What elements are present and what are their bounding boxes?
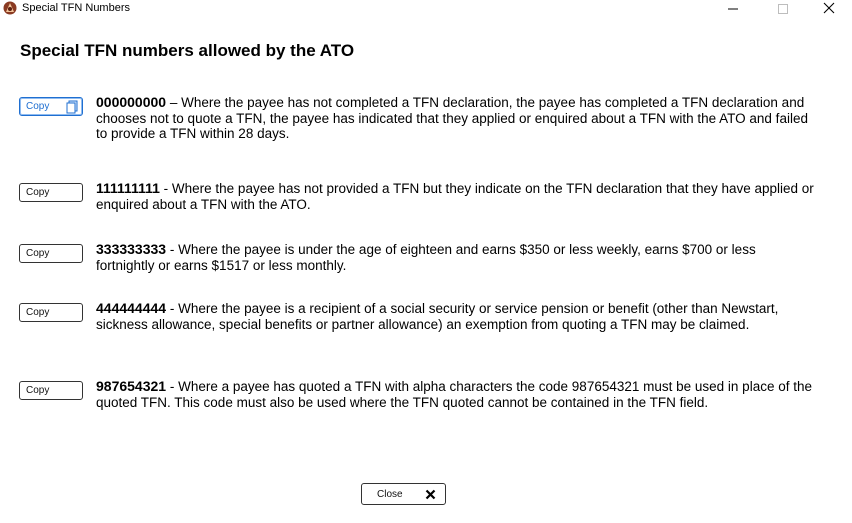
tfn-code: 444444444 bbox=[96, 300, 167, 316]
window-close-button[interactable] bbox=[806, 0, 852, 17]
tfn-code: 987654321 bbox=[96, 378, 167, 394]
copy-button[interactable] bbox=[19, 244, 83, 263]
tfn-code: 000000000 bbox=[96, 94, 167, 110]
tfn-explanation: - Where the payee is under the age of eighteen and earns $350 or less weekly, earns $700 or less fortnightly or earns $1517 or less monthly. bbox=[96, 242, 756, 273]
tfn-code: 333333333 bbox=[96, 241, 167, 257]
close-icon bbox=[823, 2, 835, 14]
page-title: Special TFN numbers allowed by the ATO bbox=[20, 41, 355, 60]
tfn-description bbox=[96, 181, 816, 212]
tfn-code: 111111111 bbox=[96, 180, 160, 196]
copy-button-label: Copy bbox=[26, 385, 50, 396]
app-logo-icon bbox=[3, 1, 17, 15]
title-bar bbox=[0, 0, 852, 17]
tfn-explanation: - Where the payee is a recipient of a social security or service pension or benefit (other than Newstart, sickness allowance, special benefits or partner allowance) an exemption from quoting a TFN may be claimed. bbox=[96, 301, 779, 332]
minimize-button[interactable] bbox=[710, 0, 756, 17]
copy-button[interactable] bbox=[19, 381, 83, 400]
copy-button-label: Copy bbox=[26, 187, 50, 198]
copy-icon bbox=[66, 100, 78, 114]
tfn-description bbox=[96, 242, 816, 273]
minimize-icon bbox=[727, 2, 739, 14]
window-title: Special TFN Numbers bbox=[22, 2, 130, 14]
close-button-label: Close bbox=[377, 489, 403, 500]
tfn-explanation: – Where the payee has not completed a TFN declaration, the payee has completed a TFN declaration and chooses not to quote a TFN, the payee has indicated that they applied or enquired about a TFN with the ATO and failed to provide a TFN within 28 days. bbox=[96, 95, 808, 142]
tfn-explanation: - Where a payee has quoted a TFN with alpha characters the code 987654321 must be used in place of the quoted TFN. This code must also be used where the TFN quoted cannot be contained in the TFN field. bbox=[96, 379, 812, 410]
copy-button-label: Copy bbox=[26, 307, 50, 318]
close-button[interactable] bbox=[361, 483, 446, 505]
tfn-explanation: - Where the payee has not provided a TFN but they indicate on the TFN declaration that they have applied or enquired about a TFN with the ATO. bbox=[96, 181, 814, 212]
close-x-icon bbox=[425, 489, 436, 500]
copy-button[interactable] bbox=[19, 97, 83, 116]
tfn-description bbox=[96, 95, 816, 142]
tfn-description bbox=[96, 379, 816, 410]
copy-button[interactable] bbox=[19, 303, 83, 322]
tfn-description bbox=[96, 301, 816, 332]
copy-button-label: Copy bbox=[26, 101, 50, 112]
copy-button-label: Copy bbox=[26, 248, 50, 259]
maximize-button[interactable] bbox=[760, 0, 806, 17]
copy-button[interactable] bbox=[19, 183, 83, 202]
maximize-icon bbox=[777, 2, 789, 14]
